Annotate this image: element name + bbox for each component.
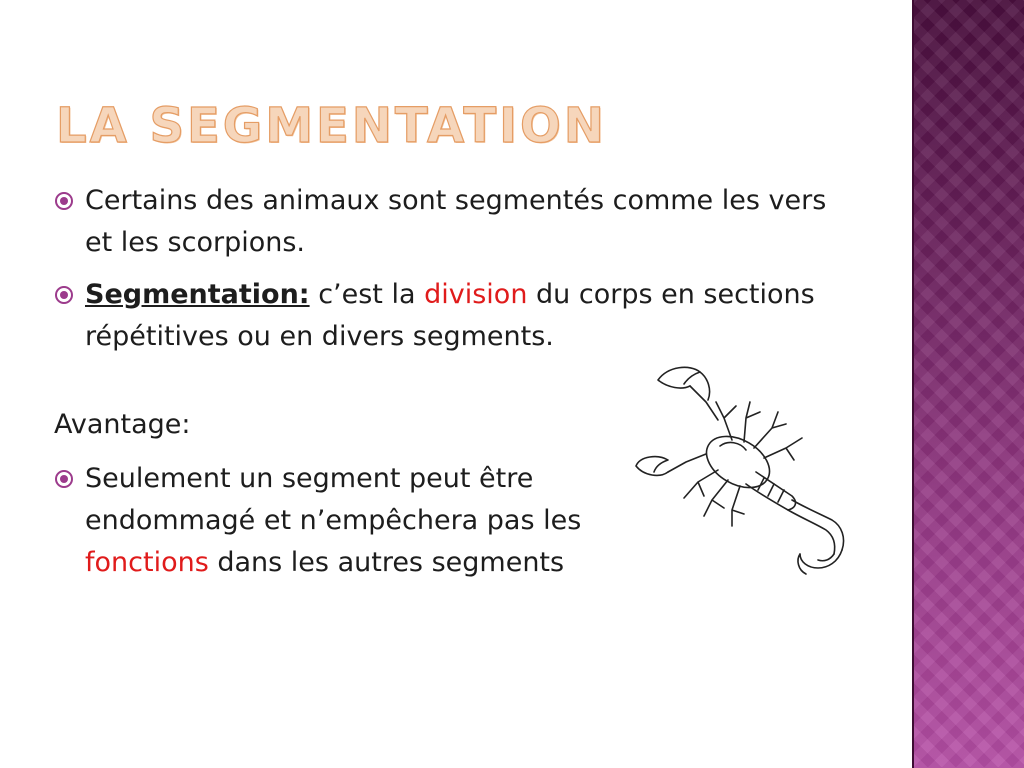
slide-title: LA SEGMENTATION bbox=[56, 98, 607, 154]
advantage-heading: Avantage: bbox=[54, 409, 191, 440]
circled-dot-bullet-icon bbox=[54, 191, 74, 211]
bullet-3-text-after: dans les autres segments bbox=[208, 547, 565, 578]
circled-dot-bullet-icon bbox=[54, 285, 74, 305]
bullet-1-text: Certains des animaux sont segmentés comme les vers et les scorpions. bbox=[85, 185, 827, 258]
circled-dot-bullet-icon bbox=[54, 469, 74, 489]
scorpion-illustration bbox=[628, 362, 864, 588]
bullet-item-2 bbox=[54, 274, 854, 358]
decorative-side-band bbox=[912, 0, 1024, 768]
bullet-3-text-before: Seulement un segment peut être endommagé et n’empêchera pas les bbox=[85, 463, 582, 536]
definition-text-after: du corps en sections répétitives ou en divers segments. bbox=[85, 279, 815, 352]
definition-text-before: c’est la bbox=[309, 279, 425, 310]
bullet-item-3 bbox=[54, 458, 695, 584]
highlight-fonctions: fonctions bbox=[85, 547, 209, 578]
highlight-division: division bbox=[424, 279, 528, 310]
definition-term: Segmentation: bbox=[85, 279, 310, 310]
bullet-item-1 bbox=[54, 180, 854, 264]
